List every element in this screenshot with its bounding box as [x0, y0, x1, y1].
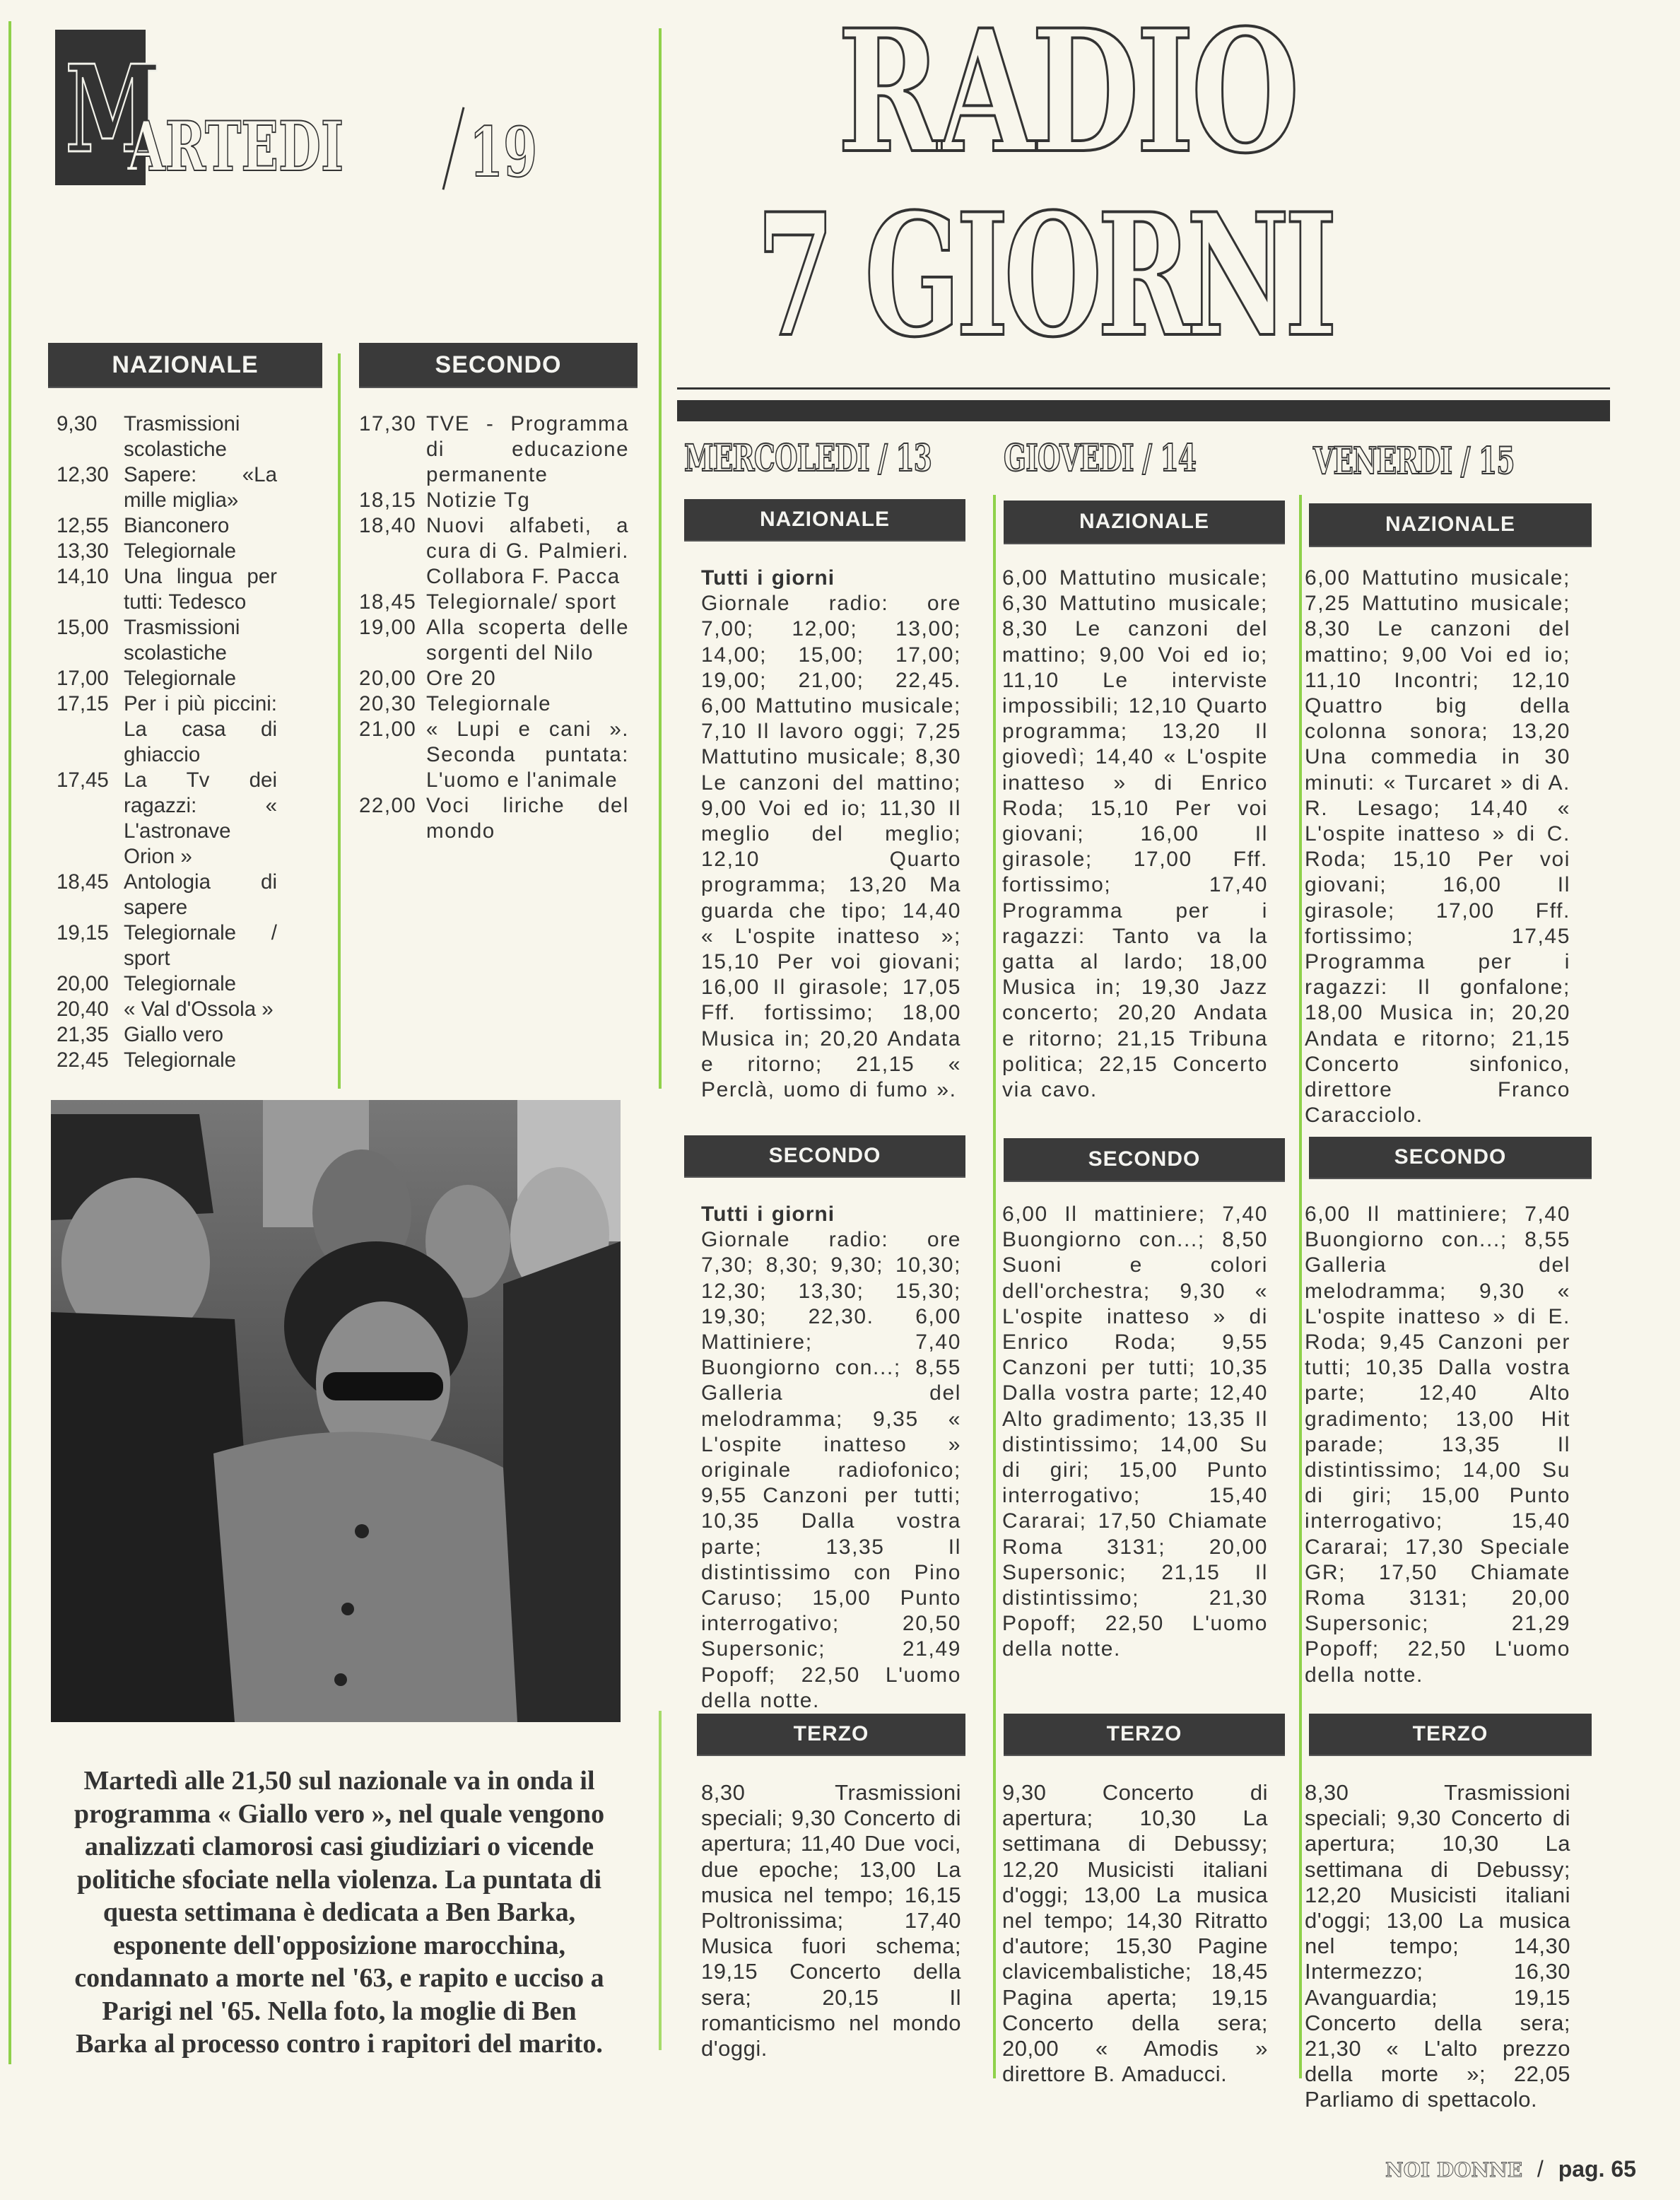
wednesday-secondo-heading: Tutti i giorni — [701, 1203, 835, 1226]
masthead-line1: RADIO — [838, 0, 1297, 191]
program-title: Antologia di sapere — [124, 870, 277, 919]
program-title: Telegiornale / sport — [124, 921, 277, 970]
tuesday-secondo-label: SECONDO — [435, 351, 562, 378]
tuesday-nazionale-item — [57, 870, 277, 920]
magazine-name: NOI DONNE — [1385, 2158, 1523, 2182]
thursday-secondo-text: 6,00 Il mattiniere; 7,40 Buongiorno con...; 8,50 Suoni e colori dell'orchestra; 9,30 « L'ospite inatteso » di Enrico Roda; 9,55 Canzoni per tutti; 10,35 Dalla vostra parte; 12,40 Alto gradimento; 13,35 Il distintissimo; 14,00 Su di giri; 15,00 Punto interrogativo; 15,40 Cararai; 17,50 Chiamate Roma 3131; 20,00 Supersonic; 21,15 Il distintissimo; 21,30 Popoff; 22,50 L'uomo della notte. — [1002, 1203, 1268, 1661]
masthead-thin-rule — [677, 387, 1610, 390]
tuesday-secondo-item — [359, 691, 629, 717]
page-number: pag. 65 — [1558, 2156, 1636, 2182]
thursday-nazionale-text: 6,00 Mattutino musicale; 6,30 Mattutino musicale; 8,30 Le canzoni del mattino; 9,00 Voi ed io; 11,10 Le interviste impossibili; 12,10 Quarto programma; 13,20 Il giovedì; 14,40 « L'ospite inatteso » di Enrico Roda; 15,10 Per voi giovani; 16,00 Il girasole; 17,00 Fff. fortissimo; 17,40 Programma per i ragazzi: Tanto va la gatta al lardo; 18,00 Musica in; 19,30 Jazz concerto; 20,20 Andata e ritorno; 21,15 Tribuna politica; 22,15 Concerto via cavo. — [1002, 566, 1268, 1102]
tuesday-title-rest: ARTEDI — [127, 107, 344, 187]
thursday-secondo-header: SECONDO — [1004, 1138, 1285, 1181]
tuesday-nazionale-item — [57, 539, 277, 564]
program-title: Una lingua per tutti: Tedesco — [124, 565, 277, 614]
program-time: 14,10 — [57, 565, 109, 588]
tuesday-nazionale-item — [57, 1022, 277, 1048]
tuesday-secondo-item — [359, 793, 629, 844]
page-footer — [1385, 2156, 1636, 2182]
friday-terzo-header: TERZO — [1309, 1714, 1592, 1755]
program-title: Telegiornale/ sport — [426, 590, 617, 614]
tuesday-nazionale-item — [57, 615, 277, 666]
program-title: Sapere: «La mille miglia» — [124, 463, 277, 512]
wed-thu-divider — [993, 495, 996, 2078]
friday-secondo-header: SECONDO — [1309, 1137, 1592, 1178]
friday-nazionale-text: 6,00 Mattutino musicale; 7,25 Mattutino musicale; 8,30 Le canzoni del mattino; 9,00 Voi ed io; 11,10 Incontri; 12,10 Quattro big della colonna sonora; 13,20 Una commedia in 30 minuti: « Turcaret » di A. R. Lesago; 14,40 « L'ospite inatteso » di C. Roda; 15,10 Per voi giovani; 16,00 Il girasole; 17,00 Fff. fortissimo; 17,45 Programma per i ragazzi: Il gonfalone; 18,00 Musica in; 20,20 Andata e ritorno; 21,15 Concerto sinfonico, direttore Franco Caracciolo. — [1305, 566, 1570, 1128]
main-divider-lower — [659, 1711, 662, 2050]
tuesday-nazionale-item — [57, 564, 277, 615]
wednesday-nazionale-header: NAZIONALE — [684, 499, 965, 540]
tuesday-nazionale-item — [57, 1048, 277, 1073]
program-time: 20,30 — [359, 692, 417, 715]
program-title: Telegiornale — [124, 539, 237, 563]
program-time: 22,45 — [57, 1048, 109, 1072]
thursday-terzo-header: TERZO — [1004, 1714, 1285, 1755]
tuesday-slash — [442, 107, 465, 189]
program-time: 20,40 — [57, 997, 109, 1021]
tuesday-nazionale-item — [57, 513, 277, 539]
tuesday-nazionale-item — [57, 691, 277, 768]
tuesday-column-divider — [338, 353, 341, 1089]
program-title: « Val d'Ossola » — [124, 997, 274, 1021]
wednesday-nazionale-text: Tutti i giorni Giornale radio: ore 7,00; 12,00; 13,00; 14,00; 15,00; 17,00; 19,00; 21,00; 22,45. 6,00 Mattutino musicale; 7,10 Il lavoro oggi; 7,25 Mattutino musicale; 8,30 Le canzoni del mattino; 9,00 Voi ed io; 11,30 Il meglio del meglio; 12,10 Quarto programma; 13,20 Ma guarda che tipo; 14,40 « L'ospite inatteso »; 15,10 Per voi giovani; 16,00 Il girasole; 17,05 Fff. fortissimo; 18,00 Musica in; 20,20 Andata e ritorno; 21,15 « Perclà, uomo di fumo ». — [701, 566, 961, 1102]
drop-initial: M — [65, 39, 161, 180]
tuesday-nazionale-schedule — [57, 411, 277, 1073]
wednesday-nazionale-heading: Tutti i giorni — [701, 566, 835, 590]
wednesday-terzo-header: TERZO — [697, 1714, 965, 1755]
program-title: Trasmissioni scolastiche — [124, 616, 240, 665]
program-time: 21,00 — [359, 718, 417, 741]
wednesday-secondo-header: SECONDO — [684, 1135, 965, 1176]
program-time: 20,00 — [359, 667, 417, 690]
day-title-friday: VENERDI / 15 — [1313, 440, 1515, 483]
program-time: 18,45 — [57, 870, 109, 894]
thursday-nazionale-header: NAZIONALE — [1004, 501, 1285, 543]
tuesday-nazionale-item — [57, 997, 277, 1022]
day-title-wednesday: MERCOLEDI / 13 — [684, 437, 932, 480]
tuesday-nazionale-item — [57, 768, 277, 870]
program-time: 19,00 — [359, 616, 417, 639]
program-title: Telegiornale — [124, 972, 237, 995]
page-edge-divider — [8, 21, 11, 2064]
program-time: 18,40 — [359, 514, 417, 537]
thursday-terzo-text: 9,30 Concerto di apertura; 10,30 La settimana di Debussy; 12,20 Musicisti italiani d'oggi; 13,00 La musica nel tempo; 14,30 Ritratto d'autore; 15,30 Pagine clavicembalistiche; 18,45 Pagina aperta; 19,15 Concerto della sera; 20,00 « Amodis » direttore B. Amaducci. — [1002, 1780, 1268, 2087]
friday-terzo-text: 8,30 Trasmissioni speciali; 9,30 Concerto di apertura; 10,30 La settimana di Debussy; 12,20 Musicisti italiani d'oggi; 13,00 La musica nel tempo; 14,30 Intermezzo; 16,30 Avanguardia; 19,15 Concerto della sera; 21,30 « L'alto prezzo della morte »; 22,05 Parliamo di spettacolo. — [1305, 1780, 1570, 2112]
program-title: Per i più piccini: La casa di ghiaccio — [124, 692, 277, 766]
program-title: Trasmissioni scolastiche — [124, 412, 240, 461]
tuesday-secondo-item — [359, 615, 629, 666]
tuesday-nazionale-item — [57, 666, 277, 691]
wednesday-terzo-text: 8,30 Trasmissioni speciali; 9,30 Concerto di apertura; 11,40 Due voci, due epoche; 13,00 La musica nel tempo; 16,15 Poltronissima; 17,40 Musica fuori schema; 19,15 Concerto della sera; 20,15 Il romanticismo nel mondo d'oggi. — [701, 1780, 961, 2061]
program-title: Telegiornale — [426, 692, 552, 715]
program-time: 18,15 — [359, 488, 417, 512]
program-time: 17,30 — [359, 412, 417, 435]
program-title: Telegiornale — [124, 667, 237, 690]
tuesday-nazionale-header — [48, 343, 322, 387]
program-title: Bianconero — [124, 514, 230, 537]
program-time: 17,00 — [57, 667, 109, 690]
tuesday-secondo-item — [359, 488, 629, 513]
program-time: 12,30 — [57, 463, 109, 486]
tuesday-nazionale-item — [57, 920, 277, 971]
program-title: TVE - Programma di educazione permanente — [426, 412, 629, 486]
tuesday-nazionale-item — [57, 462, 277, 513]
day-title-thursday: GIOVEDI / 14 — [1004, 437, 1197, 480]
masthead-line2: 7 GIORNI — [756, 177, 1333, 375]
tuesday-date: 19 — [469, 112, 538, 192]
program-time: 12,55 — [57, 514, 109, 537]
friday-secondo-text: 6,00 Il mattiniere; 7,40 Buongiorno con...; 8,55 Galleria del melodramma; 9,30 « L'ospite inatteso » di E. Roda; 9,45 Canzoni per tutti; 10,35 Dalla vostra parte; 12,40 Alto gradimento; 13,00 Hit parade; 13,35 Il distintissimo; 14,00 Su di giri; 15,00 Punto interrogativo; 15,40 Cararai; 17,30 Speciale GR; 17,50 Chiamate Roma 3131; 20,00 Supersonic; 21,29 Popoff; 22,50 L'uomo della notte. — [1305, 1203, 1570, 1687]
program-title: Nuovi alfabeti, a cura di G. Palmieri. Collabora F. Pacca — [426, 514, 629, 588]
news-photo — [51, 1100, 621, 1722]
thu-fri-divider — [1299, 495, 1302, 2078]
program-time: 22,00 — [359, 794, 417, 817]
program-time: 17,15 — [57, 692, 109, 715]
program-title: Alla scoperta delle sorgenti del Nilo — [426, 616, 629, 665]
footer-separator: / — [1537, 2156, 1544, 2182]
friday-nazionale-header: NAZIONALE — [1309, 503, 1592, 546]
masthead-thick-rule — [677, 400, 1610, 421]
program-title: La Tv dei ragazzi: « L'astronave Orion » — [124, 768, 277, 868]
program-time: 18,45 — [359, 590, 417, 614]
photo-caption: Martedì alle 21,50 sul nazionale va in onda il programma « Giallo vero », nel quale vengono analizzati clamorosi casi giudiziari o vicende politiche sfociate nella violenza. La puntata di questa settimana è dedicata a Ben Barka, esponente dell'opposizione marocchina, condannato a morte nel '63, e rapito e ucciso a Parigi nel '65. Nella foto, la moglie di Ben Barka al processo contro i rapitori del marito. — [74, 1766, 605, 2059]
program-time: 20,00 — [57, 972, 109, 995]
tuesday-nazionale-item — [57, 411, 277, 462]
program-title: Giallo vero — [124, 1023, 224, 1046]
photo-illustration — [51, 1100, 621, 1722]
tuesday-secondo-item — [359, 717, 629, 793]
program-title: « Lupi e cani ». Seconda puntata: L'uomo e l'animale — [426, 718, 629, 792]
program-time: 13,30 — [57, 539, 109, 563]
tuesday-title — [127, 107, 424, 187]
tuesday-secondo-item — [359, 411, 629, 488]
tuesday-secondo-item — [359, 513, 629, 590]
program-time: 21,35 — [57, 1023, 109, 1046]
tuesday-secondo-schedule — [359, 411, 629, 844]
tuesday-nazionale-item — [57, 971, 277, 997]
tuesday-secondo-item — [359, 590, 629, 615]
program-title: Notizie Tg — [426, 488, 531, 512]
program-time: 9,30 — [57, 412, 98, 435]
tuesday-nazionale-label: NAZIONALE — [112, 351, 259, 378]
main-divider — [659, 28, 662, 1089]
program-time: 17,45 — [57, 768, 109, 792]
wednesday-secondo-text: Tutti i giorni Giornale radio: ore 7,30; 8,30; 9,30; 10,30; 12,30; 13,30; 15,30; 19,30; 22,30. 6,00 Mattiniere; 7,40 Buongiorno con...; 8,55 Galleria del melodramma; 9,35 « L'ospite inatteso » originale radiofonico; 9,55 Canzoni per tutti; 10,35 Dalla vostra parte; 13,35 Il distintissimo con Pino Caruso; 15,00 Punto interrogativo; 20,50 Supersonic; 21,49 Popoff; 22,50 L'uomo della notte. — [701, 1203, 961, 1712]
tuesday-secondo-item — [359, 666, 629, 691]
program-title: Voci liriche del mondo — [426, 794, 629, 843]
program-title: Ore 20 — [426, 667, 497, 690]
tuesday-secondo-header — [359, 343, 638, 387]
program-title: Telegiornale — [124, 1048, 237, 1072]
program-time: 19,15 — [57, 921, 109, 944]
program-time: 15,00 — [57, 616, 109, 639]
